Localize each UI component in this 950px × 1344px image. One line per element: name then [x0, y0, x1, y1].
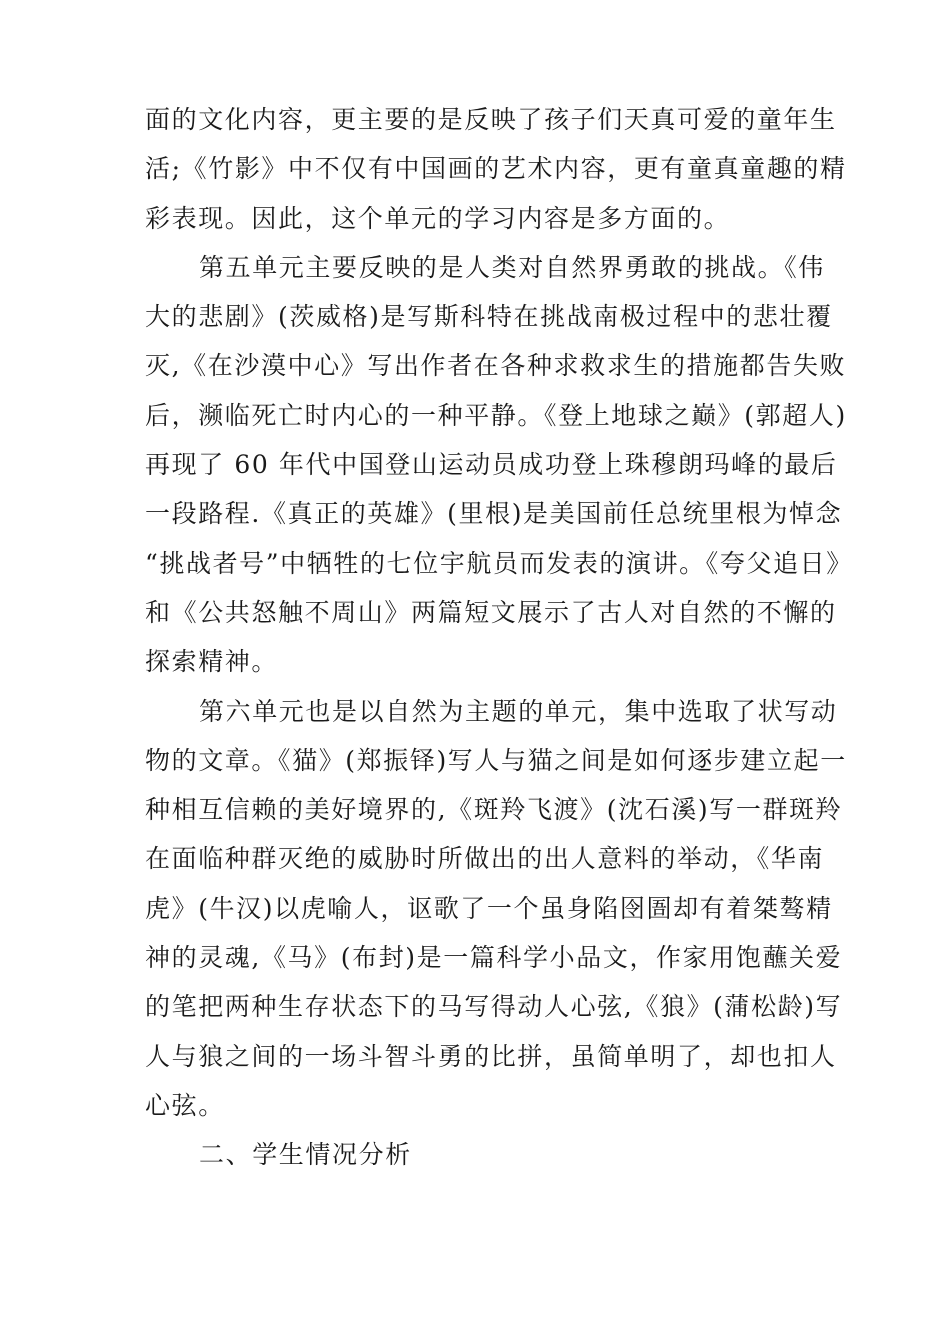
section-heading-text: 二、学生情况分析 [199, 1140, 412, 1170]
paragraph-line: 神的灵魂,《马》(布封)是一篇科学小品文，作家用饱蘸关爱 [145, 943, 843, 973]
paragraph-line: 再现了 60 年代中国登山运动员成功登上珠穆朗玛峰的最后 [145, 450, 838, 480]
section-heading [145, 1130, 807, 1179]
paragraph-line: 人与狼之间的一场斗智斗勇的比拼，虽简单明了，却也扣人 [145, 1041, 837, 1071]
paragraph-line: “挑战者号”中牺牲的七位宇航员而发表的演讲。《夸父追日》 [145, 548, 853, 578]
paragraph-line: 面的文化内容，更主要的是反映了孩子们天真可爱的童年生 [145, 105, 837, 134]
paragraph-line: 第五单元主要反映的是人类对自然界勇敢的挑战。《伟 [199, 252, 825, 282]
paragraph-line: 物的文章。《猫》(郑振铎)写人与猫之间是如何逐步建立起一 [145, 745, 847, 775]
paragraph-line: 在面临种群灭绝的威胁时所做出的出人意料的举动，《华南 [145, 844, 825, 874]
paragraph-line: 和《公共怒触不周山》两篇短文展示了古人对自然的不懈的 [145, 597, 837, 627]
paragraph-line: 第六单元也是以自然为主题的单元，集中选取了状写动 [199, 696, 838, 726]
paragraph-line: 后，濒临死亡时内心的一种平静。《登上地球之巅》(郭超人) [145, 400, 847, 430]
paragraph-line: 一段路程.《真正的英雄》(里根)是美国前任总统里根为悼念 [145, 499, 843, 529]
paragraph-line: 大的悲剧》(茨威格)是写斯科特在挑战南极过程中的悲壮覆 [145, 302, 833, 332]
paragraph-2 [145, 243, 853, 687]
paragraph-3 [145, 687, 847, 1131]
paragraph-line: 的笔把两种生存状态下的马写得动人心弦,《狼》(蒲松龄)写 [145, 992, 843, 1022]
paragraph-1 [145, 95, 847, 243]
paragraph-line: 灭,《在沙漠中心》写出作者在各种求救求生的措施都告失败 [145, 351, 847, 381]
document-body [145, 95, 853, 1180]
paragraph-line: 心弦。 [145, 1090, 225, 1120]
paragraph-line: 彩表现。因此，这个单元的学习内容是多方面的。 [145, 203, 731, 233]
paragraph-line: 探索精神。 [145, 647, 279, 677]
paragraph-line: 种相互信赖的美好境界的,《斑羚飞渡》(沈石溪)写一群斑羚 [145, 795, 843, 825]
paragraph-line: 虎》(牛汉)以虎喻人，讴歌了一个虽身陷囹圄却有着桀骜精 [145, 893, 833, 923]
paragraph-line: 活;《竹影》中不仅有中国画的艺术内容，更有童真童趣的精 [145, 154, 847, 184]
